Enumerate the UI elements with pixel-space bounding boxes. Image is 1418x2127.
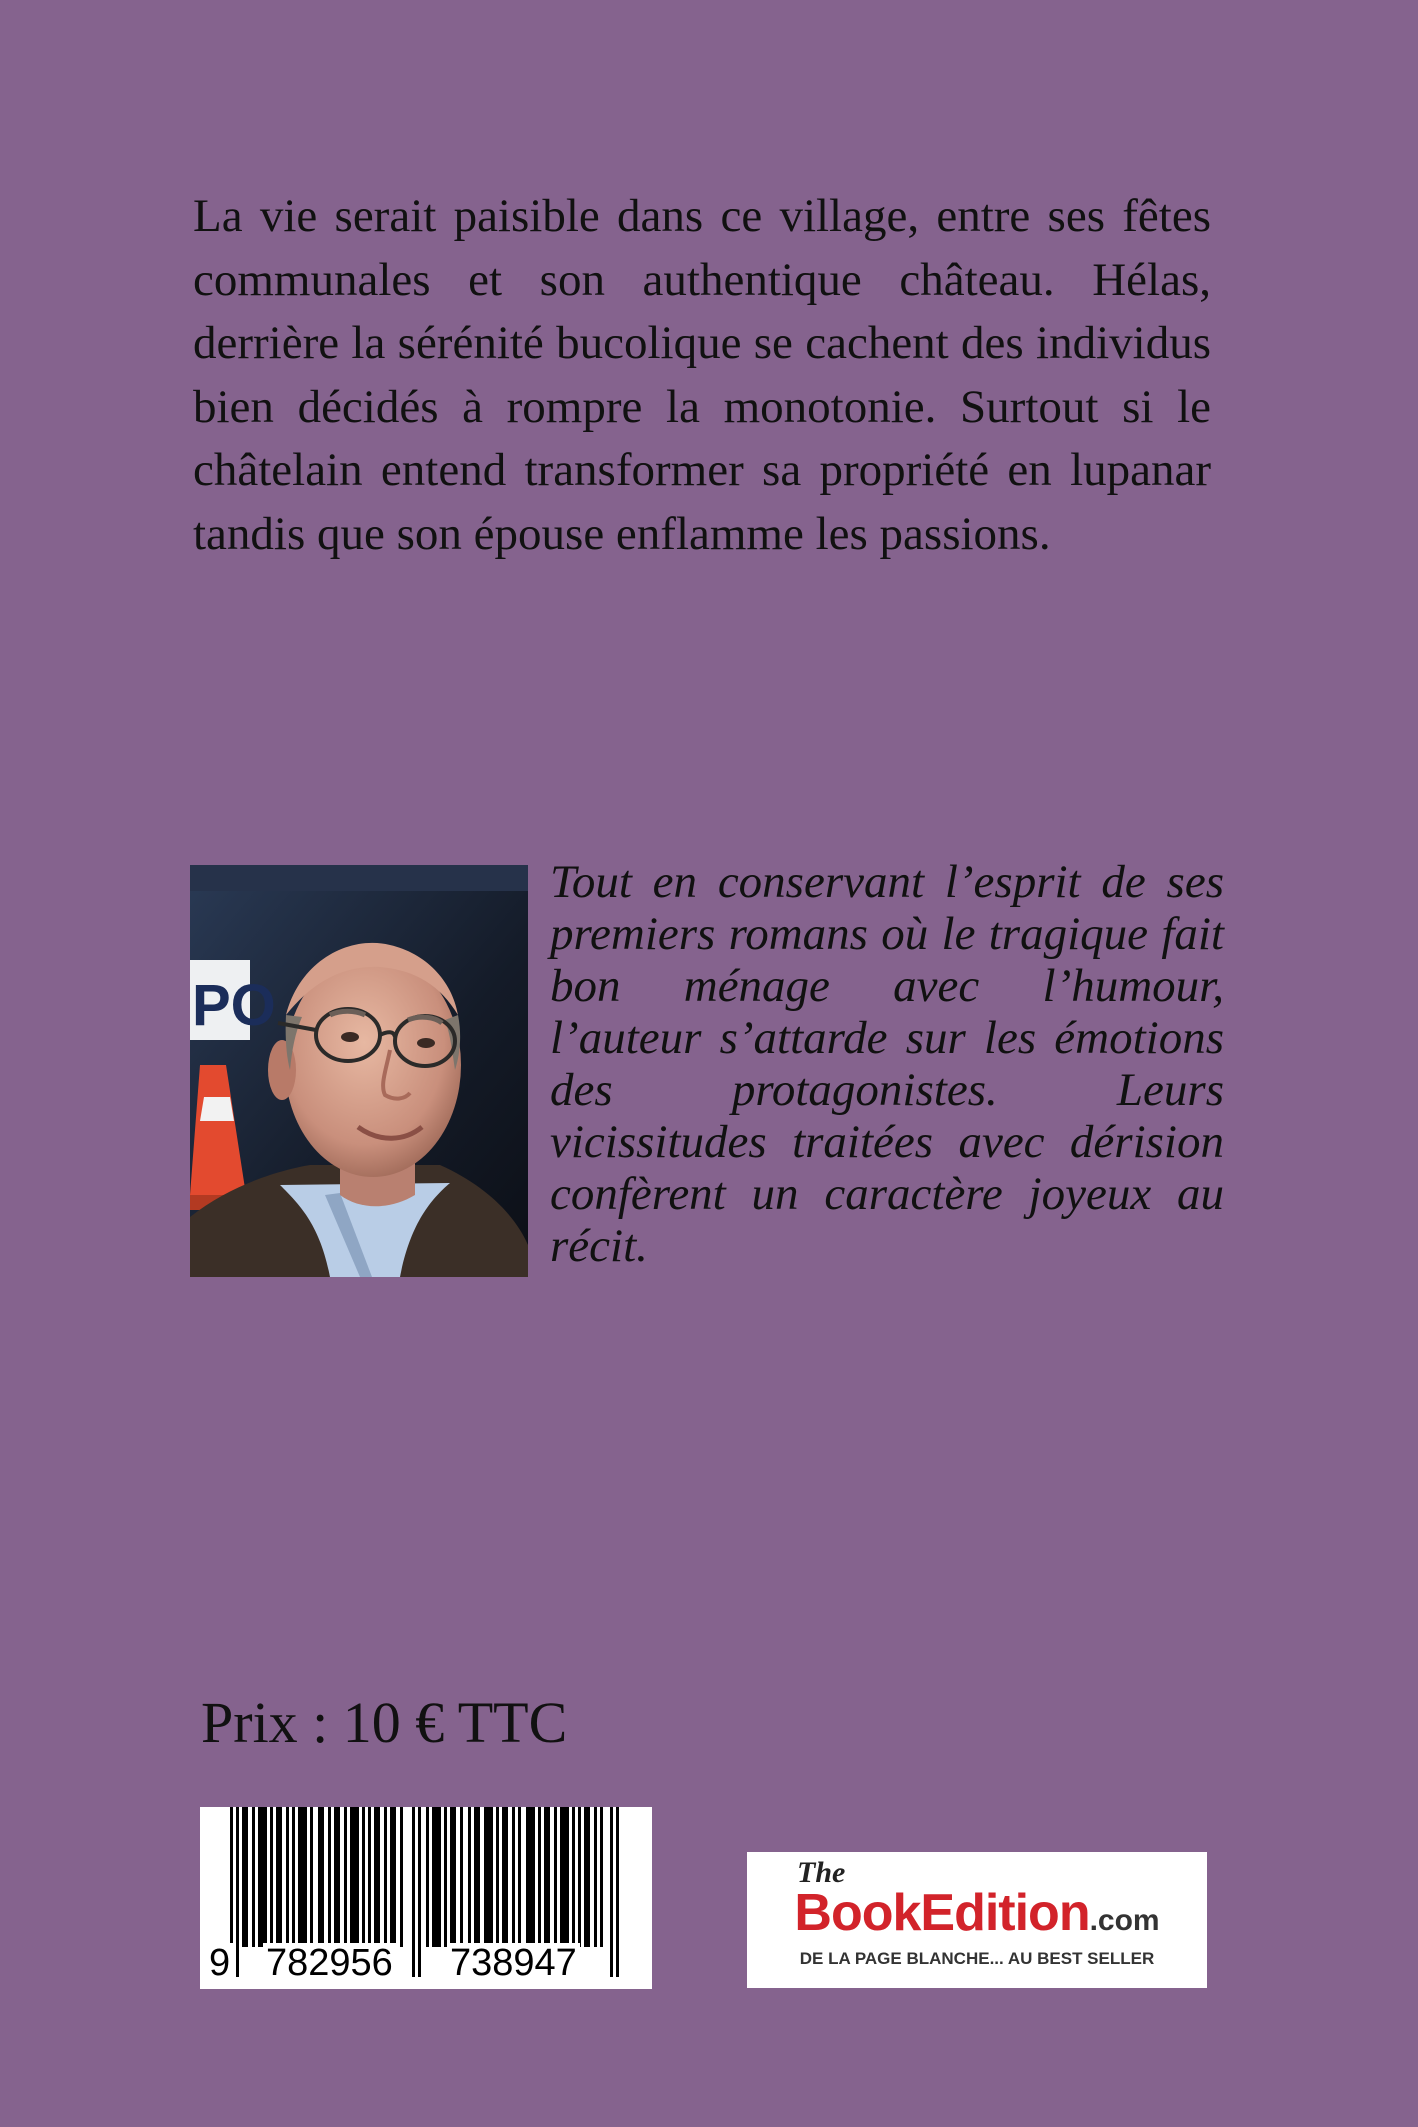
publisher-the: The bbox=[797, 1856, 846, 1889]
publisher-name bbox=[752, 1883, 1202, 1951]
isbn-right-group: 738947 bbox=[447, 1943, 580, 1983]
isbn-first-digit: 9 bbox=[206, 1943, 233, 1983]
publisher-domain: .com bbox=[1089, 1904, 1160, 1937]
isbn-digits bbox=[209, 1942, 642, 1984]
publisher-logo bbox=[747, 1852, 1207, 1988]
author-blurb: Tout en conservant l’esprit de ses premiers romans où le tragique fait bon ménage avec l’humour, l’auteur s’attarde sur les émotions des protagonistes. Leurs vicissitudes traitées avec dérision confèrent un caractère joyeux au récit. bbox=[550, 856, 1224, 1272]
price: Prix : 10 € TTC bbox=[201, 1690, 568, 1755]
author-portrait-image bbox=[190, 865, 528, 1277]
poster-letters: PO bbox=[192, 973, 276, 1038]
isbn-left-group: 782956 bbox=[263, 1943, 396, 1983]
publisher-tagline: DE LA PAGE BLANCHE... AU BEST SELLER bbox=[799, 1949, 1155, 1968]
publisher-name-main: BookEdition bbox=[794, 1884, 1090, 1942]
isbn-barcode bbox=[200, 1807, 652, 1989]
author-photo bbox=[190, 865, 528, 1277]
synopsis-text: La vie serait paisible dans ce village, entre ses fêtes communales et son authentique château. Hélas, derrière la sérénité bucolique se cachent des individus bien décidés à rompre la monotonie. Surtout si le châtelain entend transformer sa propriété en lupanar tandis que son épouse enflamme les passions. bbox=[193, 190, 1211, 560]
